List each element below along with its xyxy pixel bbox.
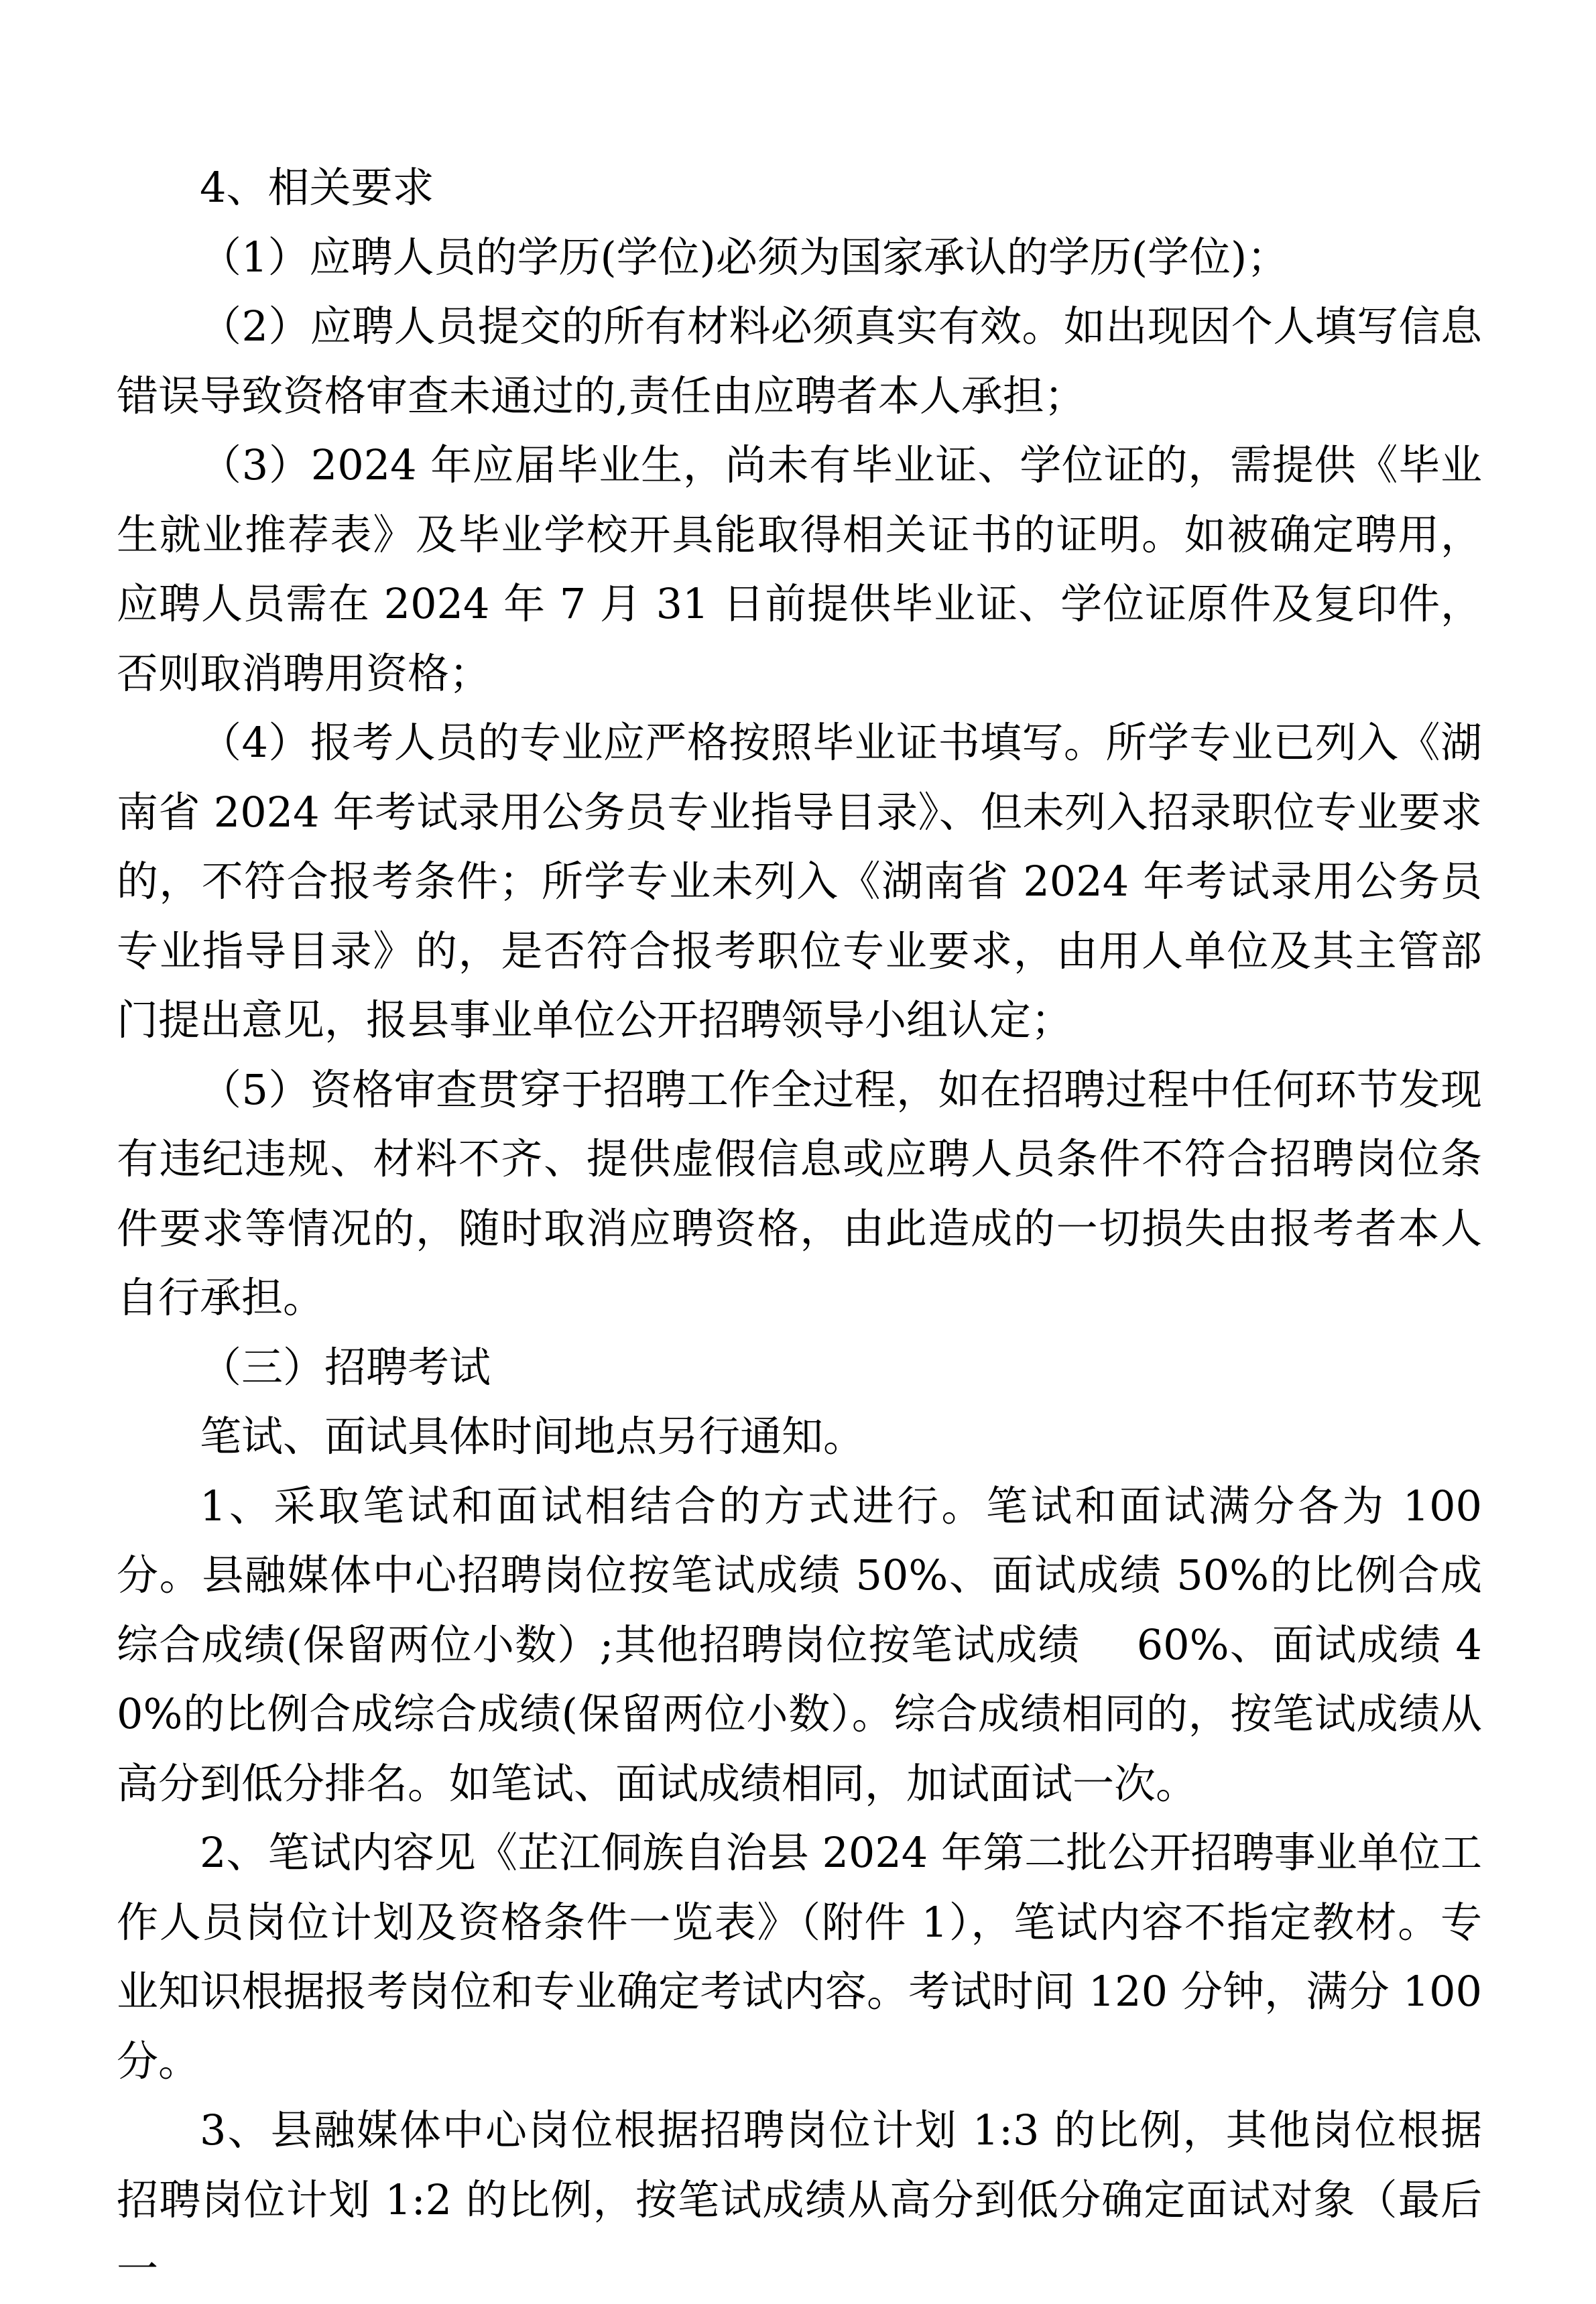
paragraph-requirement-2: （2）应聘人员提交的所有材料必须真实有效。如出现因个人填写信息错误导致资格审查未通过的,责任由应聘者本人承担； bbox=[117, 302, 1482, 420]
paragraph-exam-2: 2、笔试内容见《芷江侗族自治县 2024 年第二批公开招聘事业单位工作人员岗位计划及资格条件一览表》（附件 1），笔试内容不指定教材。专业知识根据报考岗位和专业确定考试内容。考试时间 120 分钟，满分 100 分。 bbox=[117, 1828, 1482, 2085]
paragraph-exam-1: 1、采取笔试和面试相结合的方式进行。笔试和面试满分各为 100 分。县融媒体中心招聘岗位按笔试成绩 50%、面试成绩 50%的比例合成综合成绩(保留两位小数）;其他招聘岗位按笔试成绩 60%、面试成绩 40%的比例合成综合成绩(保留两位小数）。综合成绩相同的，按笔试成绩从高分到低分排名。如笔试、面试成绩相同，加试面试一次。 bbox=[117, 1481, 1482, 1808]
document-body bbox=[117, 153, 1482, 2304]
section-heading-exam: （三）招聘考试 bbox=[200, 1342, 491, 1392]
paragraph-requirement-3: （3）2024 年应届毕业生，尚未有毕业证、学位证的，需提供《毕业生就业推荐表》及毕业学校开具能取得相关证书的证明。如被确定聘用，应聘人员需在 2024 年 7 月 31 日前提供毕业证、学位证原件及复印件，否则取消聘用资格； bbox=[117, 440, 1482, 698]
paragraph-requirement-1: （1）应聘人员的学历(学位)必须为国家承认的学历(学位)； bbox=[200, 232, 1289, 282]
section-heading-requirements: 4、相关要求 bbox=[200, 163, 434, 212]
paragraph-requirement-4: （4）报考人员的专业应严格按照毕业证书填写。所学专业已列入《湖南省 2024 年考试录用公务员专业指导目录》、但未列入招录职位专业要求的，不符合报考条件；所学专业未列入《湖南省 2024 年考试录用公务员专业指导目录》的，是否符合报考职位专业要求，由用人单位及其主管部门提出意见，报县事业单位公开招聘领导小组认定； bbox=[117, 718, 1482, 1044]
paragraph-exam-notice: 笔试、面试具体时间地点另行通知。 bbox=[200, 1412, 865, 1461]
paragraph-requirement-5: （5）资格审查贯穿于招聘工作全过程，如在招聘过程中任何环节发现有违纪违规、材料不齐、提供虚假信息或应聘人员条件不符合招聘岗位条件要求等情况的，随时取消应聘资格，由此造成的一切损失由报考者本人自行承担。 bbox=[117, 1065, 1482, 1322]
paragraph-exam-3: 3、县融媒体中心岗位根据招聘岗位计划 1:3 的比例，其他岗位根据招聘岗位计划 1:2 的比例，按笔试成绩从高分到低分确定面试对象（最后一 bbox=[117, 2106, 1482, 2293]
